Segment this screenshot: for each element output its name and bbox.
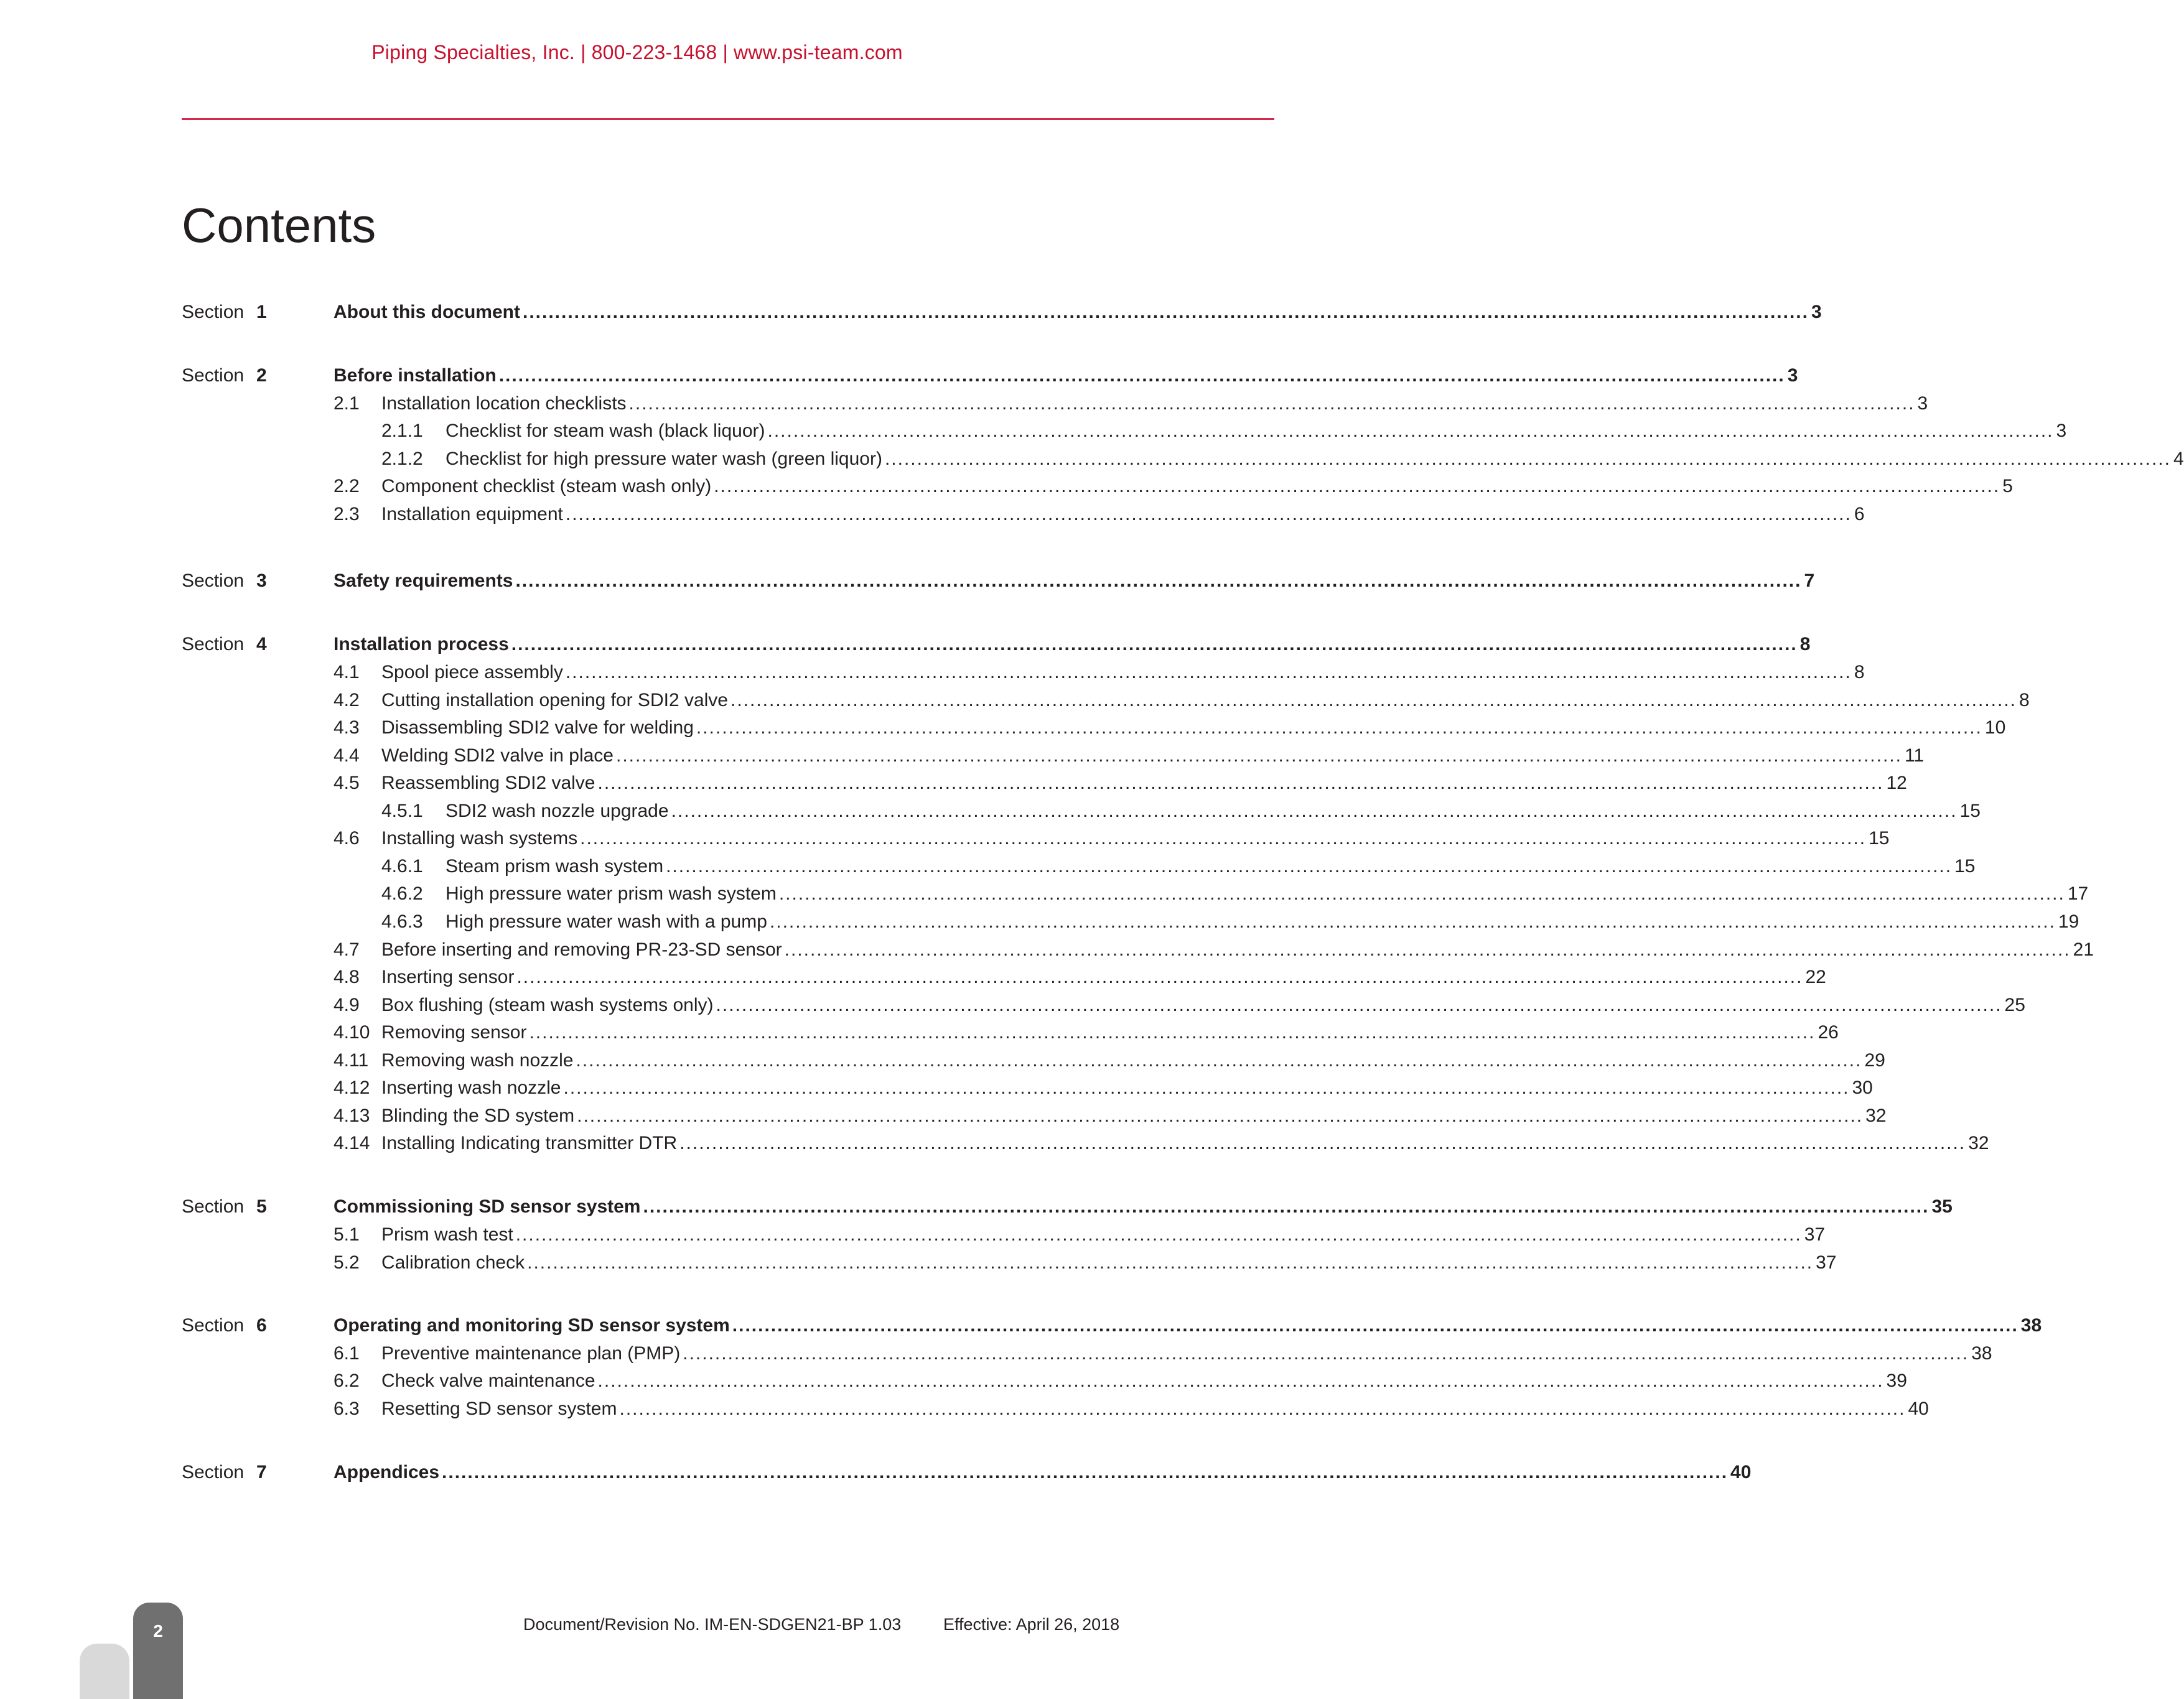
entry-page-number: 30 — [1852, 1078, 1873, 1098]
dot-leader: ........................................................................................................................................................................................................ — [580, 828, 1867, 849]
dot-leader: ........................................................................................................................................................................................................ — [563, 1078, 1850, 1098]
dot-leader: ........................................................................................................................................................................................................ — [643, 1196, 1930, 1217]
entry-title[interactable]: Installation location checklists — [381, 393, 627, 414]
entry-title[interactable]: Safety requirements — [334, 570, 513, 591]
entry-number: 6.2 — [334, 1371, 360, 1391]
effective-date: Effective: April 26, 2018 — [943, 1615, 1120, 1634]
entry-page-number: 37 — [1804, 1224, 1826, 1245]
entry-page-number: 21 — [2073, 939, 2094, 960]
entry-page-number: 32 — [1968, 1133, 1989, 1153]
entry-page-number: 3 — [1787, 365, 1798, 386]
dot-leader: ........................................................................................................................................................................................................ — [576, 1050, 1862, 1071]
dot-leader: ........................................................................................................................................................................................................ — [628, 393, 1915, 414]
entry-title[interactable]: Spool piece assembly — [381, 662, 563, 682]
entry-title[interactable]: Welding SDI2 valve in place — [381, 745, 614, 766]
dot-leader: ........................................................................................................................................................................................................ — [565, 504, 1852, 524]
entry-page-number: 11 — [1904, 745, 1925, 766]
entry-page-number: 7 — [1804, 570, 1815, 591]
toc-entry[interactable] — [182, 1102, 1887, 1130]
entry-number: 6.1 — [334, 1343, 360, 1364]
dot-leader: ........................................................................................................................................................................................................ — [615, 745, 1902, 766]
toc-entry[interactable] — [182, 714, 2006, 742]
page-tab-decoration — [80, 1644, 129, 1699]
section-word: Section — [182, 1462, 245, 1483]
toc-entry[interactable] — [182, 501, 1865, 528]
dot-leader: ........................................................................................................................................................................................................ — [515, 570, 1802, 591]
entry-number: 2.1.1 — [381, 421, 423, 441]
section-number: 7 — [256, 1462, 267, 1483]
entry-number: 4.9 — [334, 995, 360, 1015]
entry-page-number: 12 — [1886, 773, 1907, 793]
dot-leader: ........................................................................................................................................................................................................ — [784, 939, 2071, 960]
entry-page-number: 8 — [2019, 690, 2030, 710]
entry-page-number: 40 — [1730, 1462, 1752, 1483]
entry-number: 4.8 — [334, 967, 360, 987]
toc-entry[interactable] — [182, 825, 1890, 852]
document-revision: Document/Revision No. IM-EN-SDGEN21-BP 1.03 — [523, 1615, 902, 1634]
entry-title[interactable]: Before installation — [334, 365, 497, 386]
toc-entry[interactable] — [182, 880, 2089, 908]
header-contact-line: Piping Specialties, Inc. | 800-223-1468 | www.psi-team.com — [371, 41, 903, 63]
entry-title[interactable]: Blinding the SD system — [381, 1106, 575, 1126]
dot-leader: ........................................................................................................................................................................................................ — [498, 365, 1785, 386]
dot-leader: ........................................................................................................................................................................................................ — [769, 911, 2056, 932]
entry-title[interactable]: Removing sensor — [381, 1022, 527, 1043]
entry-page-number: 8 — [1799, 634, 1811, 654]
entry-number: 4.3 — [334, 717, 360, 738]
entry-page-number: 38 — [1971, 1343, 1992, 1364]
page-title: Contents — [182, 198, 376, 253]
entry-page-number: 19 — [2058, 911, 2079, 932]
toc-entry[interactable] — [182, 1221, 1826, 1249]
section-word: Section — [182, 365, 245, 386]
dot-leader: ........................................................................................................................................................................................................ — [666, 856, 1953, 877]
dot-leader: ........................................................................................................................................................................................................ — [577, 1106, 1864, 1126]
entry-number: 4.11 — [334, 1050, 369, 1071]
dot-leader: ........................................................................................................................................................................................................ — [778, 883, 2065, 904]
toc-entry[interactable] — [182, 1312, 2042, 1339]
entry-number: 5.1 — [334, 1224, 360, 1245]
toc-entry[interactable] — [182, 473, 2013, 500]
entry-page-number: 3 — [1811, 302, 1822, 322]
section-number: 4 — [256, 634, 267, 654]
toc-entry[interactable] — [182, 1047, 1885, 1074]
dot-leader: ........................................................................................................................................................................................................ — [767, 421, 2054, 441]
toc-entry[interactable] — [182, 1130, 1989, 1157]
toc-entry[interactable] — [182, 631, 1811, 658]
dot-leader: ........................................................................................................................................................................................................ — [597, 773, 1884, 793]
entry-title[interactable]: SDI2 wash nozzle upgrade — [446, 801, 669, 821]
entry-title[interactable]: High pressure water wash with a pump — [446, 911, 767, 932]
entry-page-number: 10 — [1984, 717, 2006, 738]
toc-entry[interactable] — [182, 445, 2184, 473]
entry-title[interactable]: Calibration check — [381, 1252, 525, 1273]
entry-page-number: 35 — [1931, 1196, 1953, 1217]
dot-leader: ........................................................................................................................................................................................................ — [716, 995, 2002, 1015]
toc-entry[interactable] — [182, 1367, 1907, 1395]
entry-title[interactable]: Installing Indicating transmitter DTR — [381, 1133, 678, 1153]
section-word: Section — [182, 570, 245, 591]
section-number: 5 — [256, 1196, 267, 1217]
entry-number: 4.7 — [334, 939, 360, 960]
entry-number: 4.2 — [334, 690, 360, 710]
toc-entry[interactable] — [182, 659, 1865, 686]
dot-leader: ........................................................................................................................................................................................................ — [683, 1343, 1969, 1364]
entry-page-number: 15 — [1959, 801, 1981, 821]
toc-entry[interactable] — [182, 1395, 1929, 1423]
entry-title[interactable]: Before inserting and removing PR-23-SD sensor — [381, 939, 782, 960]
entry-number: 4.5.1 — [381, 801, 423, 821]
entry-page-number: 17 — [2067, 883, 2089, 904]
entry-page-number: 37 — [1816, 1252, 1837, 1273]
dot-leader: ........................................................................................................................................................................................................ — [884, 449, 2171, 469]
entry-title[interactable]: Cutting installation opening for SDI2 valve — [381, 690, 728, 710]
entry-title[interactable]: Disassembling SDI2 valve for welding — [381, 717, 694, 738]
dot-leader: ........................................................................................................................................................................................................ — [529, 1022, 1816, 1043]
entry-title[interactable]: Commissioning SD sensor system — [334, 1196, 641, 1217]
entry-page-number: 32 — [1865, 1106, 1887, 1126]
entry-number: 4.6.2 — [381, 883, 423, 904]
entry-page-number: 5 — [2002, 476, 2013, 496]
entry-number: 5.2 — [334, 1252, 360, 1273]
dot-leader: ........................................................................................................................................................................................................ — [679, 1133, 1966, 1153]
toc-entry[interactable] — [182, 908, 2079, 936]
toc-entry[interactable] — [182, 964, 1826, 991]
entry-page-number: 6 — [1854, 504, 1865, 524]
entry-title[interactable]: Component checklist (steam wash only) — [381, 476, 712, 496]
dot-leader: ........................................................................................................................................................................................................ — [511, 634, 1798, 654]
dot-leader: ........................................................................................................................................................................................................ — [516, 967, 1803, 987]
entry-title[interactable]: High pressure water prism wash system — [446, 883, 777, 904]
toc-entry[interactable] — [182, 687, 2030, 714]
entry-title[interactable]: Appendices — [334, 1462, 440, 1483]
entry-page-number: 38 — [2020, 1315, 2042, 1336]
entry-number: 2.2 — [334, 476, 360, 496]
dot-leader: ........................................................................................................................................................................................................ — [619, 1399, 1906, 1419]
entry-number: 2.1 — [334, 393, 360, 414]
dot-leader: ........................................................................................................................................................................................................ — [597, 1371, 1884, 1391]
entry-number: 2.1.2 — [381, 449, 423, 469]
entry-page-number: 40 — [1908, 1399, 1929, 1419]
section-word: Section — [182, 1315, 245, 1336]
dot-leader: ........................................................................................................................................................................................................ — [515, 1224, 1802, 1245]
entry-page-number: 3 — [2056, 421, 2067, 441]
entry-title[interactable]: Installation process — [334, 634, 509, 654]
entry-page-number: 3 — [1917, 393, 1928, 414]
toc-entry[interactable] — [182, 1340, 1992, 1367]
toc-entry[interactable] — [182, 417, 2067, 445]
entry-title[interactable]: Reassembling SDI2 valve — [381, 773, 595, 793]
entry-page-number: 15 — [1869, 828, 1890, 849]
entry-number: 4.6 — [334, 828, 360, 849]
section-number: 3 — [256, 570, 267, 591]
dot-leader: ........................................................................................................................................................................................................ — [527, 1252, 1814, 1273]
dot-leader: ........................................................................................................................................................................................................ — [696, 717, 1982, 738]
entry-page-number: 39 — [1886, 1371, 1907, 1391]
entry-title[interactable]: Operating and monitoring SD sensor system — [334, 1315, 730, 1336]
entry-title[interactable]: About this document — [334, 302, 520, 322]
dot-leader: ........................................................................................................................................................................................................ — [671, 801, 1958, 821]
entry-page-number: 4 — [2173, 449, 2184, 469]
entry-title[interactable]: Box flushing (steam wash systems only) — [381, 995, 714, 1015]
entry-page-number: 29 — [1864, 1050, 1885, 1071]
page-number: 2 — [153, 1621, 163, 1641]
toc-entry[interactable] — [182, 798, 1981, 825]
toc-entry[interactable] — [182, 770, 1907, 797]
entry-page-number: 25 — [2004, 995, 2025, 1015]
entry-page-number: 15 — [1954, 856, 1976, 877]
toc-entry[interactable] — [182, 1249, 1837, 1277]
dot-leader: ........................................................................................................................................................................................................ — [730, 690, 2017, 710]
entry-title[interactable]: Check valve maintenance — [381, 1371, 595, 1391]
section-number: 2 — [256, 365, 267, 386]
toc-entry[interactable] — [182, 567, 1815, 595]
entry-title[interactable]: Steam prism wash system — [446, 856, 664, 877]
entry-number: 4.10 — [334, 1022, 370, 1043]
entry-number: 4.14 — [334, 1133, 370, 1153]
entry-title[interactable]: Checklist for steam wash (black liquor) — [446, 421, 765, 441]
toc-entry[interactable] — [182, 1459, 1752, 1486]
dot-leader: ........................................................................................................................................................................................................ — [442, 1462, 1729, 1483]
entry-title[interactable]: Checklist for high pressure water wash (green liquor) — [446, 449, 882, 469]
entry-page-number: 8 — [1854, 662, 1865, 682]
entry-page-number: 26 — [1818, 1022, 1839, 1043]
toc-entry[interactable] — [182, 1074, 1873, 1102]
toc-entry[interactable] — [182, 1193, 1953, 1221]
entry-title[interactable]: Installation equipment — [381, 504, 563, 524]
toc-entry[interactable] — [182, 390, 1928, 417]
section-number: 1 — [256, 302, 267, 322]
entry-number: 2.3 — [334, 504, 360, 524]
entry-title[interactable]: Inserting sensor — [381, 967, 515, 987]
dot-leader: ........................................................................................................................................................................................................ — [522, 302, 1809, 322]
entry-title[interactable]: Preventive maintenance plan (PMP) — [381, 1343, 681, 1364]
toc-entry[interactable] — [182, 299, 1822, 326]
dot-leader: ........................................................................................................................................................................................................ — [565, 662, 1852, 682]
entry-number: 6.3 — [334, 1399, 360, 1419]
entry-page-number: 22 — [1805, 967, 1826, 987]
page-number-tab — [133, 1603, 183, 1699]
dot-leader: ........................................................................................................................................................................................................ — [732, 1315, 2018, 1336]
entry-number: 4.5 — [334, 773, 360, 793]
entry-number: 4.1 — [334, 662, 360, 682]
entry-title[interactable]: Inserting wash nozzle — [381, 1078, 561, 1098]
section-word: Section — [182, 634, 245, 654]
entry-number: 4.13 — [334, 1106, 370, 1126]
section-word: Section — [182, 1196, 245, 1217]
toc-entry[interactable] — [182, 1019, 1839, 1046]
entry-number: 4.12 — [334, 1078, 370, 1098]
entry-number: 4.6.1 — [381, 856, 423, 877]
toc-entry[interactable] — [182, 742, 1925, 770]
section-number: 6 — [256, 1315, 267, 1336]
toc-entry[interactable] — [182, 936, 2094, 964]
entry-title[interactable]: Prism wash test — [381, 1224, 513, 1245]
toc-entry[interactable] — [182, 362, 1798, 389]
section-word: Section — [182, 302, 245, 322]
entry-number: 4.4 — [334, 745, 360, 766]
entry-number: 4.6.3 — [381, 911, 423, 932]
entry-title[interactable]: Installing wash systems — [381, 828, 578, 849]
entry-title[interactable]: Resetting SD sensor system — [381, 1399, 617, 1419]
dot-leader: ........................................................................................................................................................................................................ — [714, 476, 2000, 496]
entry-title[interactable]: Removing wash nozzle — [381, 1050, 574, 1071]
toc-entry[interactable] — [182, 853, 1976, 880]
toc-entry[interactable] — [182, 992, 2025, 1019]
